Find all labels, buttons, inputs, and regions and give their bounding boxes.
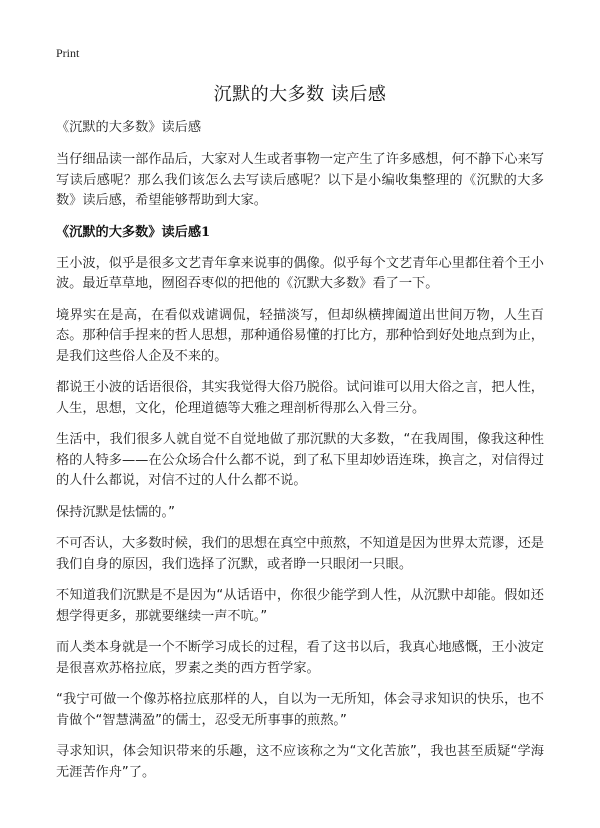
body-paragraph-3: 都说王小波的话语很俗，其实我觉得大俗乃脱俗。试问谁可以用大俗之言，把人性，人生，思想，文化，伦理道德等大雅之理剖析得那么入骨三分。 bbox=[56, 380, 544, 416]
body-paragraph-4: 生活中，我们很多人就自觉不自觉地做了那沉默的大多数，“在我周围，像我这种性格的人特多——在公众场合什么都不说，到了私下里却妙语连珠，换言之，对信得过的人什么都说，对信不过的人什么都不说。 bbox=[56, 432, 544, 488]
article-subtitle: 《沉默的大多数》读后感 bbox=[56, 120, 202, 135]
print-label: Print bbox=[56, 46, 80, 60]
intro-paragraph: 当仔细品读一部作品后，大家对人生或者事物一定产生了许多感想，何不静下心来写写读后感呢？那么我们该怎么去写读后感呢？以下是小编收集整理的《沉默的大多数》读后感，希望能够帮助到大家。 bbox=[56, 152, 544, 208]
body-paragraph-1: 王小波，似乎是很多文艺青年拿来说事的偶像。似乎每个文艺青年心里都住着个王小波。最近草草地，囫囵吞枣似的把他的《沉默大多数》看了一下。 bbox=[56, 255, 544, 291]
body-paragraph-7: 不知道我们沉默是不是因为“从话语中，你很少能学到人性，从沉默中却能。假如还想学得更多，那就要继续一声不吭。” bbox=[56, 588, 544, 624]
body-paragraph-8: 而人类本身就是一个不断学习成长的过程，看了这书以后，我真心地感慨，王小波定是很喜欢苏格拉底，罗素之类的西方哲学家。 bbox=[56, 640, 544, 676]
body-paragraph-2: 境界实在是高，在看似戏谑调侃，轻描淡写，但却纵横捭阖道出世间万物，人生百态。那种信手捏来的哲人思想，那种通俗易懂的打比方，那种恰到好处地点到为止，是我们这些俗人企及不来的。 bbox=[56, 307, 544, 364]
body-paragraph-6: 不可否认，大多数时候，我们的思想在真空中煎熬，不知道是因为世界太荒谬，还是我们自身的原因，我们选择了沉默，或者睁一只眼闭一只眼。 bbox=[56, 536, 544, 572]
page-title: 沉默的大多数 读后感 bbox=[213, 84, 387, 105]
body-paragraph-9: “我宁可做一个像苏格拉底那样的人，自以为一无所知，体会寻求知识的快乐，也不肯做个“智慧满盈”的儒士，忍受无所事事的煎熬。” bbox=[56, 692, 544, 728]
section-heading: 《沉默的大多数》读后感1 bbox=[56, 224, 211, 240]
body-paragraph-5: 保持沉默是怯懦的。” bbox=[56, 504, 175, 520]
body-paragraph-10: 寻求知识，体会知识带来的乐趣，这不应该称之为“文化苦旅”，我也甚至质疑“学海无涯苦作舟”了。 bbox=[56, 744, 544, 780]
article-body bbox=[56, 118, 544, 794]
